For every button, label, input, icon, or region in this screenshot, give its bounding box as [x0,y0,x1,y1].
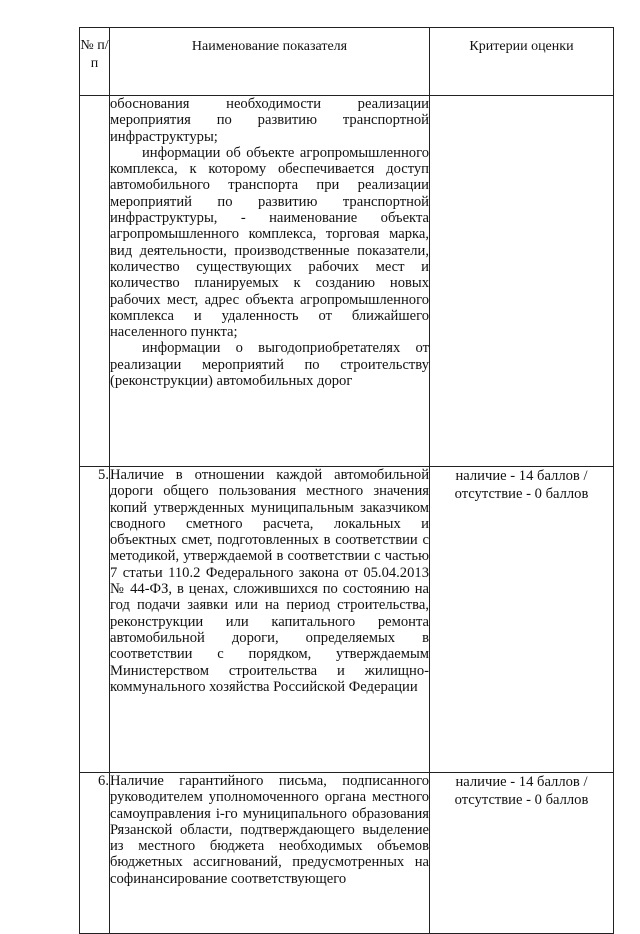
row-number [80,96,110,467]
criteria-table [79,27,614,934]
header-number: № п/п [80,28,110,96]
criteria-text [430,96,614,467]
paragraph: Наличие в отношении каждой автомобильной дороги общего пользования местного значения копий утвержденных муниципальным заказчиком сводного сметного расчета, локальных и объектных смет, подготовленных в соответствии с методикой, утверждаемой в соответствии с частью 7 статьи 110.2 Федерального закона от 05.04.2013 № 44-ФЗ, в ценах, сложившихся по состоянию на год подачи заявки или на период строительства, реконструкции или капитального ремонта автомобильной дороги, определяемых в соответствии с порядком, утверждаемым Министерством строительства и жилищно-коммунального хозяйства Российской Федерации [110,467,429,695]
table-row [80,96,614,467]
table-header-row [80,28,614,96]
criteria-text: наличие - 14 баллов / отсутствие - 0 баллов [430,467,614,773]
row-number: 5. [80,467,110,773]
paragraph: Наличие гарантийного письма, подписанного руководителем уполномоченного органа местного самоуправления i-го муниципального образования Рязанской области, подтверждающего выделение из местного бюджета необходимых объемов бюджетных ассигнований, предусмотренных на софинансирование соответствующего [110,773,429,887]
criteria-text: наличие - 14 баллов / отсутствие - 0 баллов [430,773,614,934]
indicator-text [110,467,430,773]
table-row [80,773,614,934]
paragraph: информации об объекте агропромышленного комплекса, к которому обеспечивается доступ автомобильного транспорта при реализации мероприятий по развитию транспортной инфраструктуры, - наименование объекта агропромышленного комплекса, торговая марка, вид деятельности, производственные показатели, количество существующих рабочих мест и количество планируемых к созданию новых рабочих мест, адрес объекта агропромышленного комплекса и удаленность от ближайшего населенного пункта; [110,144,429,341]
table-row [80,467,614,773]
header-criteria: Критерии оценки [430,28,614,96]
indicator-text [110,96,430,467]
row-number: 6. [80,773,110,934]
indicator-text [110,773,430,934]
paragraph: обоснования необходимости реализации мероприятия по развитию транспортной инфраструктуры; [110,96,429,145]
paragraph: информации о выгодоприобретателях от реализации мероприятий по строительству (реконструкции) автомобильных дорог [110,340,429,390]
header-indicator-name: Наименование показателя [110,28,430,96]
